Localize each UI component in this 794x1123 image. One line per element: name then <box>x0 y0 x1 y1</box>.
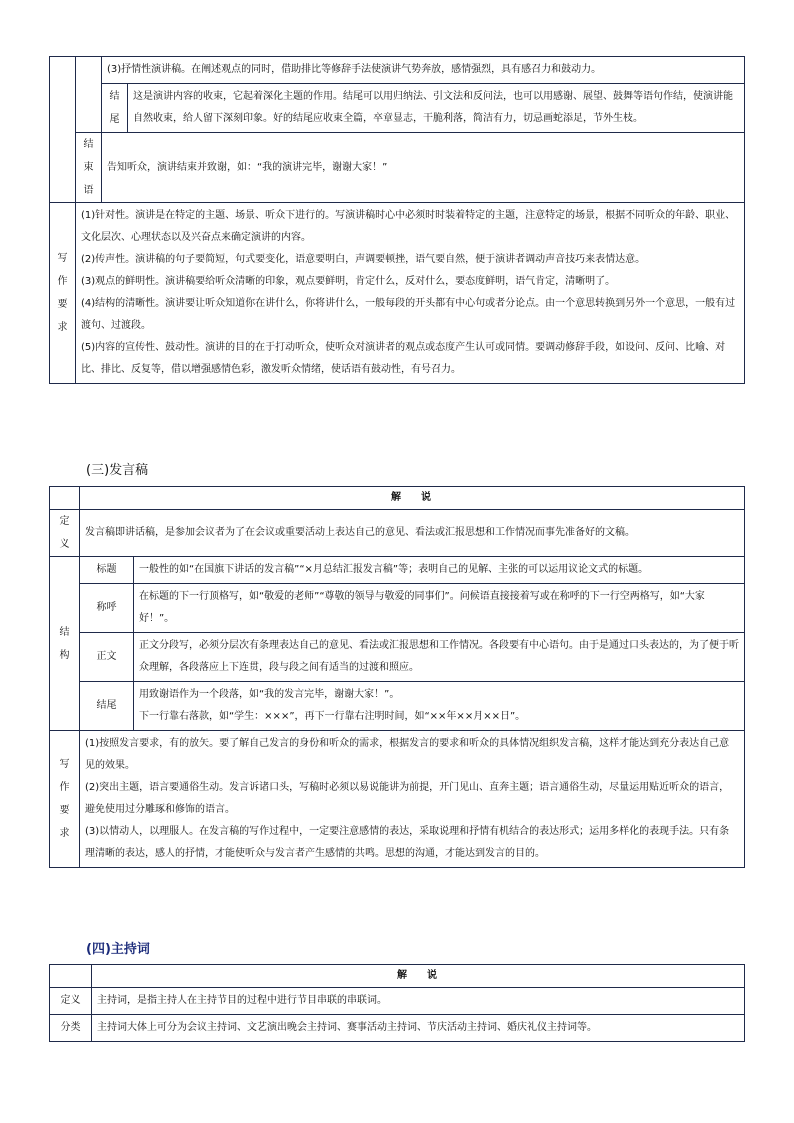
host-script-table <box>49 964 745 1042</box>
requirements-label: 写作要求 <box>50 203 76 384</box>
requirement-item: (2)传声性。演讲稿的句子要简短，句式要变化，语意要明白，声调要顿挫，语气要自然，便于演讲者调动声音技巧来表情达意。 <box>81 254 646 265</box>
definition-text: 发言稿即讲话稿，是参加会议者为了在会议或重要活动上表达自己的意见、看法或汇报思想和工作情况而事先准备好的文稿。 <box>80 510 745 557</box>
lyric-speech-text: (3)抒情性演讲稿。在阐述观点的同时，借助排比等修辞手法使演讲气势奔放，感情强烈，具有感召力和鼓动力。 <box>102 57 745 84</box>
row-text-title: 一般性的如“在国旗下讲话的发言稿”“×月总结汇报发言稿”等；表明自己的见解、主张的可以运用议论文式的标题。 <box>134 557 745 584</box>
section-title-host-script: (四)主持词 <box>86 942 150 957</box>
host-definition-label: 定义 <box>50 988 92 1015</box>
host-category-text: 主持词大体上可分为会议主持词、文艺演出晚会主持词、赛事活动主持词、节庆活动主持词、婚庆礼仪主持词等。 <box>92 1015 745 1042</box>
requirement-item: (3)观点的鲜明性。演讲稿要给听众清晰的印象，观点要鲜明，肯定什么，反对什么，要态度鲜明，语气肯定，清晰明了。 <box>81 276 616 287</box>
host-definition-text: 主持词，是指主持人在主持节目的过程中进行节目串联的串联词。 <box>92 988 745 1015</box>
row-text-salutation: 在标题的下一行顶格写，如“敬爱的老师”“尊敬的领导与敬爱的同事们”。问候语直接接着写或在称呼的下一行空两格写，如“大家好！”。 <box>134 584 745 633</box>
requirement-item: (1)针对性。演讲是在特定的主题、场景、听众下进行的。写演讲稿时心中必须时时装着特定的主题，注意特定的场景，根据不同听众的年龄、职业、文化层次、心理状态以及兴奋点来确定演讲的内容。 <box>81 210 736 243</box>
row-label-salutation: 称呼 <box>80 584 134 633</box>
header-blank <box>50 965 92 988</box>
requirement-item: (3)以情动人，以理服人。在发言稿的写作过程中，一定要注意感情的表达，采取说理和抒情有机结合的表达形式；运用多样化的表现手法。只有条理清晰的表达，感人的抒情，才能使听众与发言者产生感情的共鸣。思想的沟通，才能达到发言的目的。 <box>85 826 730 859</box>
draft-requirements-text <box>80 731 745 868</box>
definition-label: 定义 <box>50 510 80 557</box>
row-label-body: 正文 <box>80 633 134 682</box>
speech-table <box>49 56 745 384</box>
header-explanation: 解 说 <box>80 487 745 510</box>
host-category-label: 分类 <box>50 1015 92 1042</box>
structure-cell-continued <box>50 57 76 203</box>
closing-text: 告知听众，演讲结束并致谢，如：“我的演讲完毕，谢谢大家！” <box>102 133 745 203</box>
closing-label: 结束语 <box>76 133 102 203</box>
draft-requirements-label: 写作要求 <box>50 731 80 868</box>
requirement-item: (5)内容的宣传性、鼓动性。演讲的目的在于打动听众，使听众对演讲者的观点或态度产生认可或同情。要调动修辞手段，如设问、反问、比喻、对比、排比、反复等，借以增强感情色彩，激发听众情绪，使话语有鼓动性，有号召力。 <box>81 342 726 375</box>
structure-label: 结构 <box>50 557 80 731</box>
header-explanation: 解 说 <box>92 965 745 988</box>
section-title-speech-draft: (三)发言稿 <box>86 463 149 478</box>
row-text-body: 正文分段写，必须分层次有条理表达自己的意见、看法或汇报思想和工作情况。各段要有中心语句。由于是通过口头表达的，为了便于听众理解，各段落应上下连贯，段与段之间有适当的过渡和照应。 <box>134 633 745 682</box>
row-label-title: 标题 <box>80 557 134 584</box>
ending-label: 结尾 <box>102 84 128 133</box>
body-cell-continued <box>76 57 102 133</box>
requirement-item: (4)结构的清晰性。演讲要让听众知道你在讲什么，你将讲什么，一般每段的开头都有中心句或者分论点。由一个意思转换到另外一个意思，一般有过渡句、过渡段。 <box>81 298 736 331</box>
header-blank <box>50 487 80 510</box>
requirement-item: (1)按照发言要求，有的放矢。要了解自己发言的身份和听众的需求，根据发言的要求和听众的具体情况组织发言稿，这样才能达到充分表达自己意见的效果。 <box>85 738 730 771</box>
row-label-ending: 结尾 <box>80 682 134 731</box>
row-text-ending: 用致谢语作为一个段落，如“我的发言完毕，谢谢大家！”。 下一行靠右落款，如“学生：×××”，再下一行靠右注明时间，如“××年××月××日”。 <box>134 682 745 731</box>
requirements-text <box>76 203 745 384</box>
ending-text: 这是演讲内容的收束，它起着深化主题的作用。结尾可以用归纳法、引文法和反问法，也可以用感谢、展望、鼓舞等语句作结，使演讲能自然收束，给人留下深刻印象。好的结尾应收束全篇，卒章显志，干脆利落，简洁有力，切忌画蛇添足，节外生枝。 <box>128 84 745 133</box>
requirement-item: (2)突出主题，语言要通俗生动。发言诉诸口头，写稿时必须以易说能讲为前提，开门见山、直奔主题；语言通俗生动，尽量运用贴近听众的语言，避免使用过分雕琢和修饰的语言。 <box>85 782 730 815</box>
speech-draft-table <box>49 486 745 868</box>
